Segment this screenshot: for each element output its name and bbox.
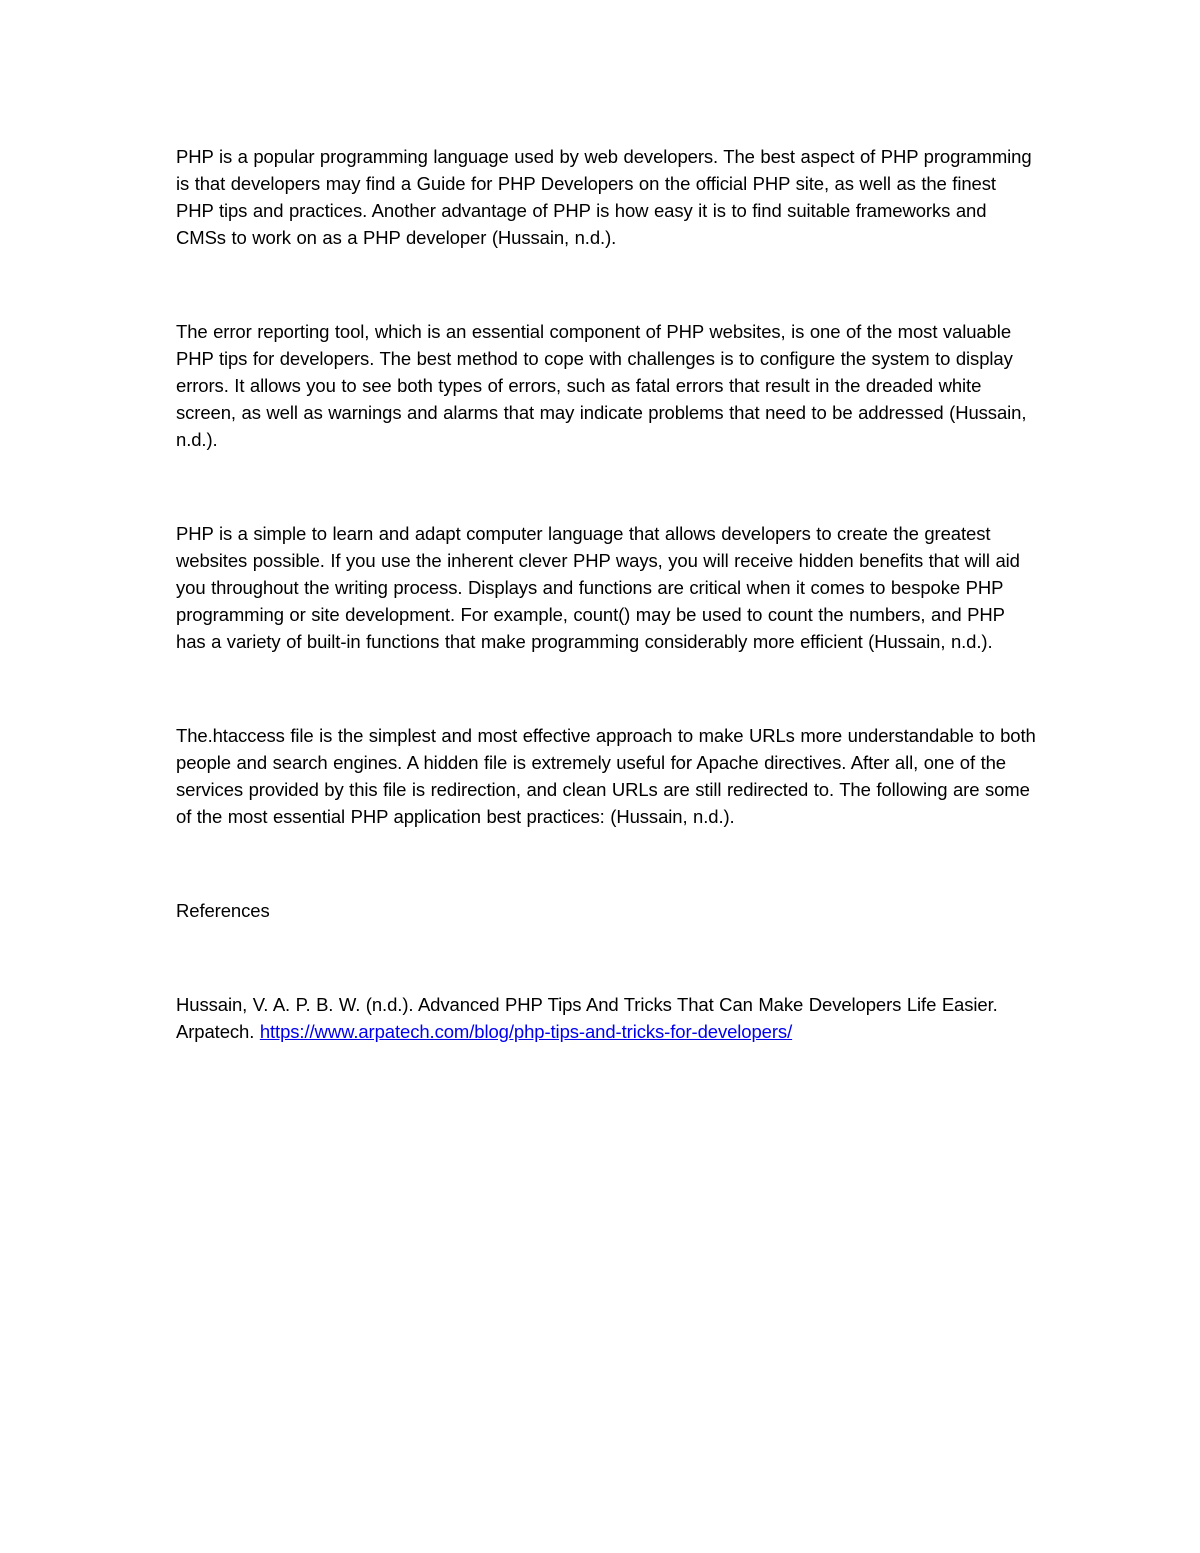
paragraph-htaccess: The.htaccess file is the simplest and most effective approach to make URLs more understandable to both people and search engines. A hidden file is extremely useful for Apache directives. After all, one of the services provided by this file is redirection, and clean URLs are still redirected to. The following are some of the most essential PHP application best practices: (Hussain, n.d.). xyxy=(176,725,1036,827)
reference-link[interactable]: https://www.arpatech.com/blog/php-tips-and-tricks-for-developers/ xyxy=(259,1021,793,1042)
paragraph-php-simple: PHP is a simple to learn and adapt computer language that allows developers to create the greatest websites possible. If you use the inherent clever PHP ways, you will receive hidden benefits that will aid you throughout the writing process. Displays and functions are critical when it comes to bespoke PHP programming or site development. For example, count() may be used to count the numbers, and PHP has a variety of built-in functions that make programming considerably more efficient (Hussain, n.d.). xyxy=(176,523,1020,652)
document-body xyxy=(176,143,1036,1045)
references-heading: References xyxy=(176,900,270,921)
paragraph-php-popular: PHP is a popular programming language used by web developers. The best aspect of PHP programming is that developers may find a Guide for PHP Developers on the official PHP site, as well as the finest PHP tips and practices. Another advantage of PHP is how easy it is to find suitable frameworks and CMSs to work on as a PHP developer (Hussain, n.d.). xyxy=(176,146,1032,248)
paragraph-error-reporting: The error reporting tool, which is an essential component of PHP websites, is one of the most valuable PHP tips for developers. The best method to cope with challenges is to configure the system to display errors. It allows you to see both types of errors, such as fatal errors that result in the dreaded white screen, as well as warnings and alarms that may indicate problems that need to be addressed (Hussain, n.d.). xyxy=(176,321,1027,450)
reference-text: Hussain, V. A. P. B. W. (n.d.). Advanced PHP Tips And Tricks That Can Make Developers Life Easier. Arpatech. xyxy=(176,994,998,1042)
reference-entry xyxy=(176,991,1036,1045)
